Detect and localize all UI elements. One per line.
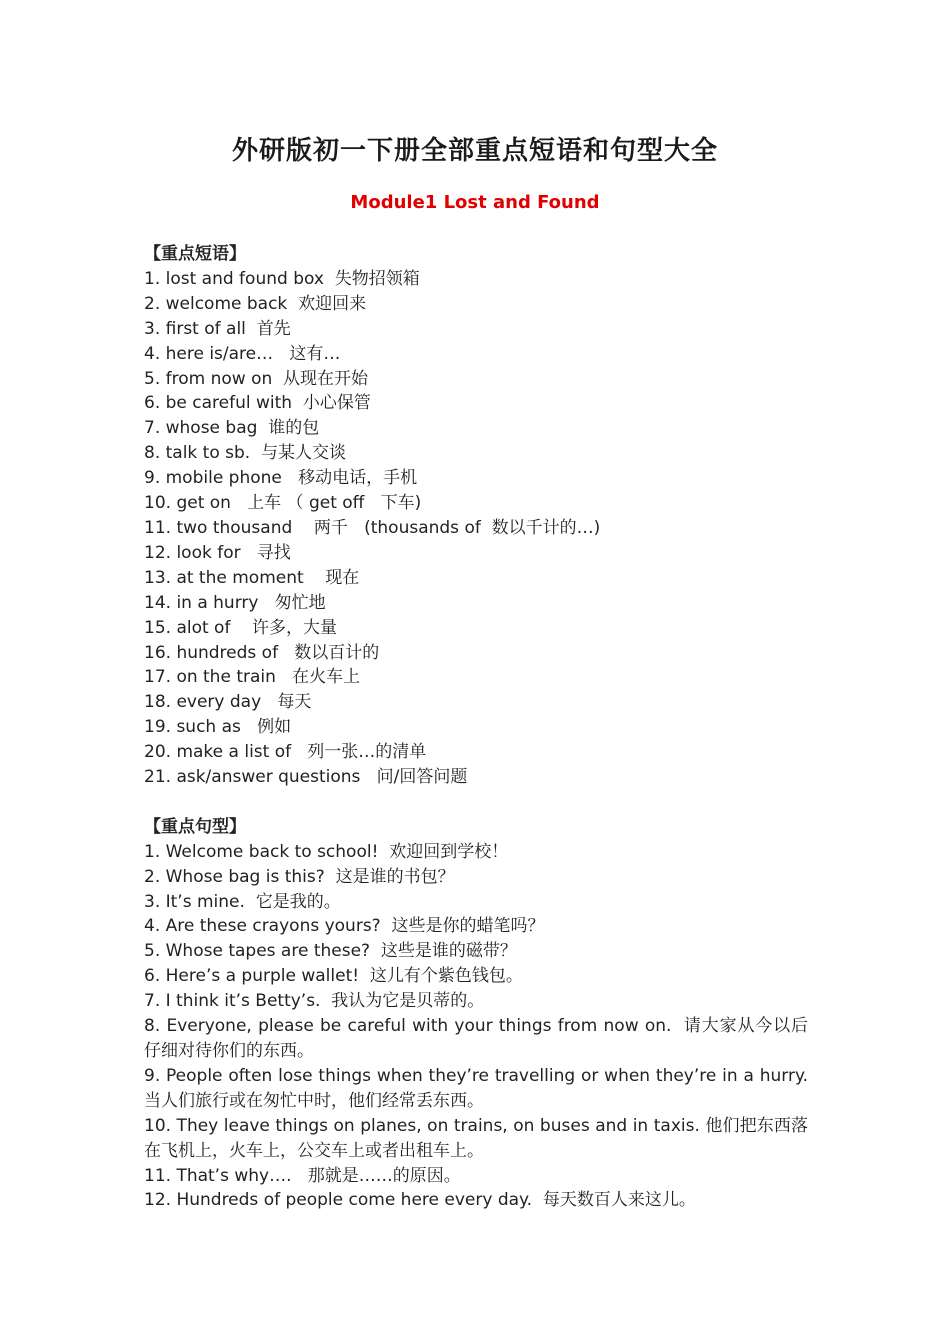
phrases-heading: 【重点短语】 — [144, 244, 246, 264]
phrase-item: 3. first of all 首先 — [144, 318, 291, 339]
phrase-item: 21. ask/answer questions 问/回答问题 — [144, 767, 468, 788]
sentence-item: 5. Whose tapes are these? 这些是谁的磁带？ — [144, 941, 517, 962]
phrase-item: 7. whose bag 谁的包 — [144, 418, 320, 439]
phrase-item: 13. at the moment 现在 — [144, 567, 360, 588]
phrase-item: 4. here is/are… 这有… — [144, 343, 341, 364]
module-title: Module1 Lost and Found — [350, 192, 600, 213]
phrase-item: 6. be careful with 小心保管 — [144, 393, 371, 414]
phrase-item: 10. get on 上车 （ get off 下车) — [144, 493, 422, 514]
section-spacer — [144, 790, 808, 815]
phrase-item: 14. in a hurry 匆忙地 — [144, 592, 326, 613]
phrase-item: 11. two thousand 两千 (thousands of 数以千计的…) — [144, 517, 601, 538]
sentences-heading: 【重点句型】 — [144, 816, 246, 837]
sentence-item: 11. That’s why…. 那就是……的原因。 — [144, 1165, 461, 1186]
sentences-list — [144, 840, 814, 1214]
sentence-item: 7. I think it’s Betty’s. 我认为它是贝蒂的。 — [144, 991, 485, 1012]
phrase-item: 20. make a list of 列一张…的清单 — [144, 742, 427, 763]
phrase-item: 15. alot of 许多，大量 — [144, 617, 338, 638]
phrase-item: 1. lost and found box 失物招领箱 — [144, 268, 420, 289]
phrase-item: 2. welcome back 欢迎回来 — [144, 293, 367, 314]
phrase-item: 9. mobile phone 移动电话，手机 — [144, 468, 418, 489]
document-body — [144, 242, 814, 1213]
phrase-item: 8. talk to sb. 与某人交谈 — [144, 443, 347, 464]
sentence-item: 8. Everyone, please be careful with your things from now on. 请大家从今以后仔细对待你们的东西。 — [144, 1016, 808, 1061]
phrases-list — [144, 267, 808, 790]
sentence-item: 3. It’s mine. 它是我的。 — [144, 891, 341, 912]
phrase-item: 18. every day 每天 — [144, 692, 312, 713]
phrase-item: 5. from now on 从现在开始 — [144, 368, 369, 389]
sentence-item: 6. Here’s a purple wallet! 这儿有个紫色钱包。 — [144, 966, 523, 987]
document-title: 外研版初一下册全部重点短语和句型大全 — [231, 136, 718, 166]
sentence-item: 10. They leave things on planes, on trains, on buses and in taxis. 他们把东西落在飞机上，火车上，公交车上或者出租车上。 — [144, 1115, 808, 1161]
sentence-item: 12. Hundreds of people come here every day. 每天数百人来这儿。 — [144, 1190, 696, 1211]
phrase-item: 17. on the train 在火车上 — [144, 667, 361, 688]
phrase-item: 16. hundreds of 数以百计的 — [144, 642, 380, 663]
sentence-item: 2. Whose bag is this? 这是谁的书包？ — [144, 866, 455, 887]
sentence-item: 9. People often lose things when they’re travelling or when they’re in a hurry. 当人们旅行或在匆忙中时，他们经常丢东西。 — [144, 1065, 814, 1111]
phrase-item: 19. such as 例如 — [144, 717, 292, 738]
phrase-item: 12. look for 寻找 — [144, 542, 291, 563]
sentence-item: 4. Are these crayons yours? 这些是你的蜡笔吗？ — [144, 916, 545, 937]
sentence-item: 1. Welcome back to school! 欢迎回到学校！ — [144, 841, 509, 862]
